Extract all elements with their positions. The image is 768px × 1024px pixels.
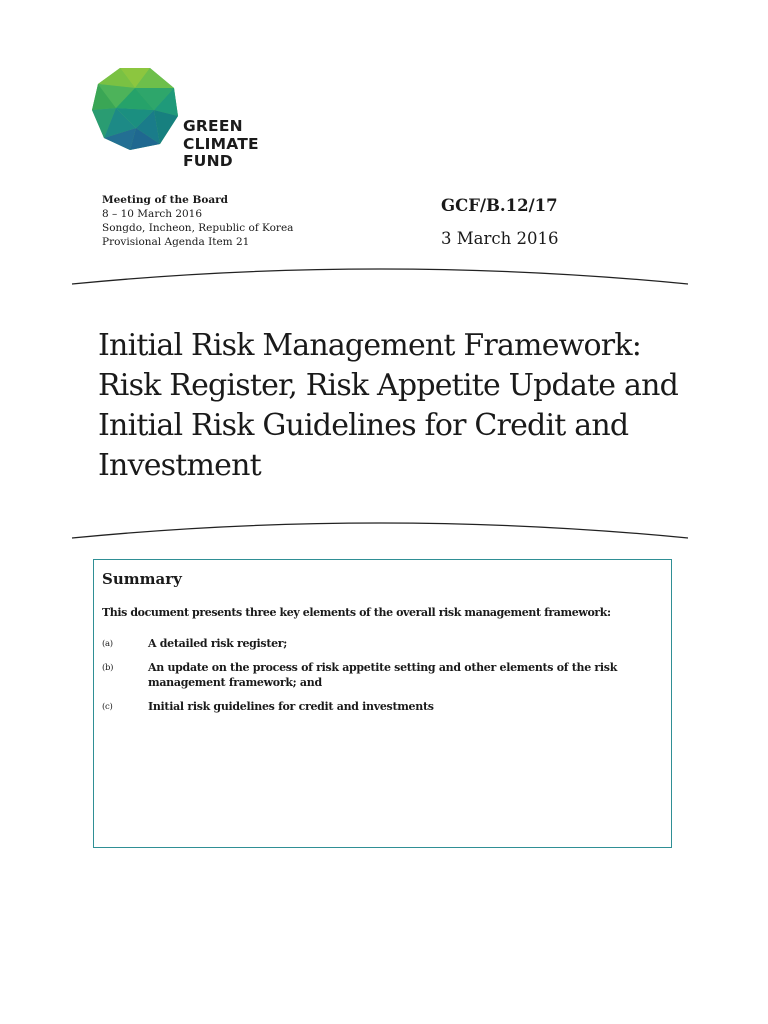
logo-wordmark xyxy=(183,118,259,171)
logo-line-climate: CLIMATE xyxy=(183,134,259,153)
document-reference xyxy=(441,196,558,248)
summary-heading: Summary xyxy=(102,570,182,588)
logo-line-fund: FUND xyxy=(183,152,233,170)
page-title xyxy=(98,326,708,486)
list-marker: (a) xyxy=(102,639,113,649)
title-line-2: Risk Register, Risk Appetite Update and xyxy=(98,368,679,403)
title-line-3: Initial Risk Guidelines for Credit and xyxy=(98,408,629,443)
document-date: 3 March 2016 xyxy=(441,229,559,248)
summary-box xyxy=(93,559,672,848)
list-item-text: Initial risk guidelines for credit and investments xyxy=(148,700,434,713)
list-marker: (c) xyxy=(102,702,113,712)
meeting-dates: 8 – 10 March 2016 xyxy=(102,208,203,220)
list-item-text: A detailed risk register; xyxy=(148,637,288,650)
meeting-agenda: Provisional Agenda Item 21 xyxy=(102,236,250,248)
divider-arc-top xyxy=(70,264,690,288)
logo-line-green: GREEN xyxy=(183,117,243,135)
gcf-logo xyxy=(90,66,270,176)
list-item-text: An update on the process of risk appetite setting and other elements of the risk management framework; and xyxy=(148,661,618,689)
divider-arc-bottom xyxy=(70,518,690,542)
meeting-title: Meeting of the Board xyxy=(102,194,229,206)
meeting-location: Songdo, Incheon, Republic of Korea xyxy=(102,222,294,234)
globe-logo-icon xyxy=(90,66,180,152)
title-line-1: Initial Risk Management Framework: xyxy=(98,328,642,363)
title-line-4: Investment xyxy=(98,448,261,483)
meeting-info xyxy=(102,193,293,249)
list-marker: (b) xyxy=(102,663,114,673)
summary-intro: This document presents three key elements of the overall risk management framework: xyxy=(102,606,611,619)
document-code: GCF/B.12/17 xyxy=(441,196,558,215)
